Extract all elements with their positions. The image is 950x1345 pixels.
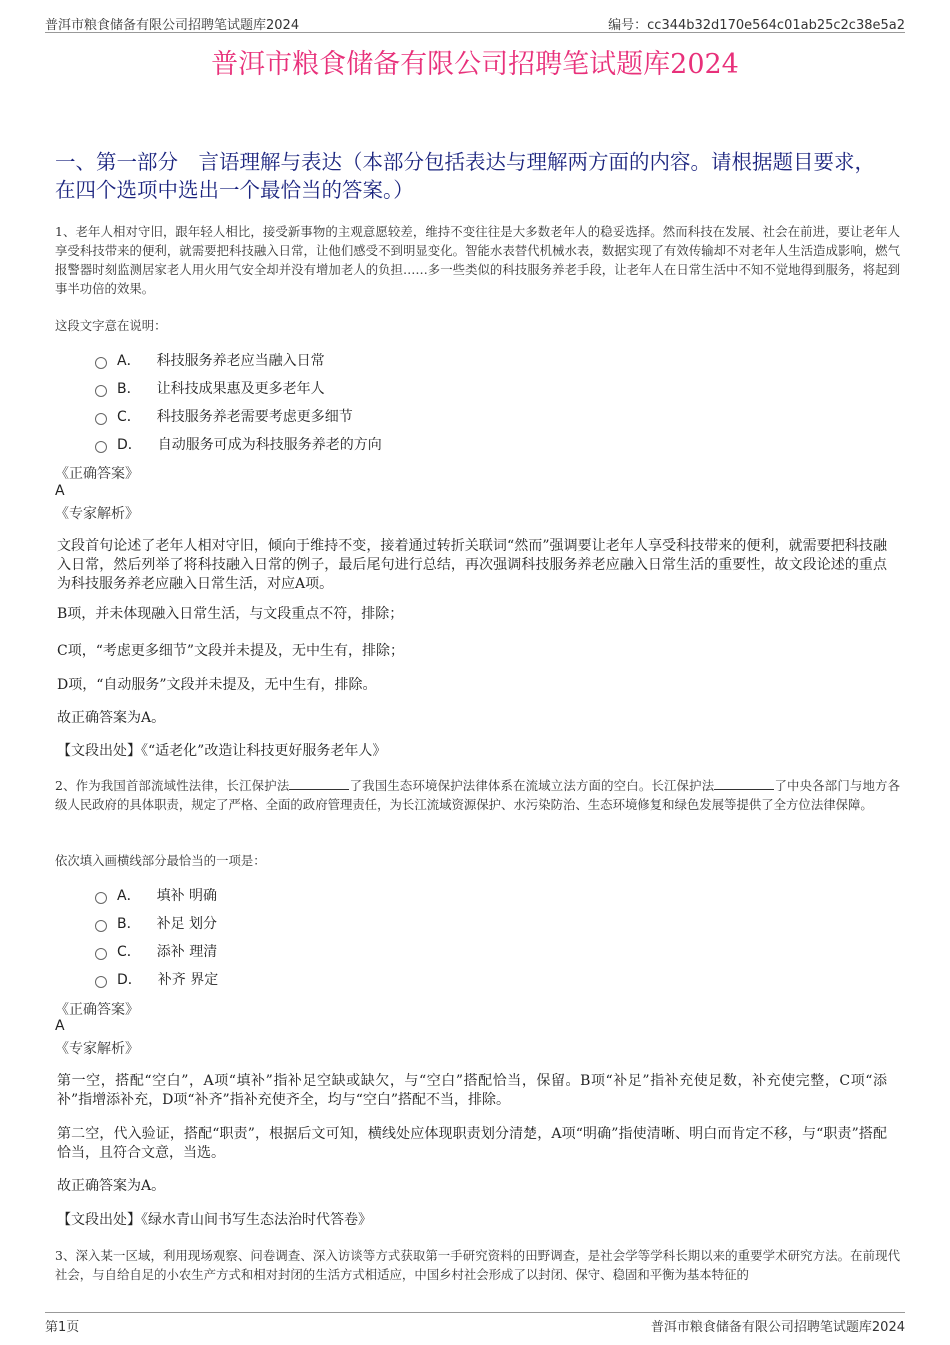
analysis-paragraph: 文段首句论述了老年人相对守旧，倾向于维持不变，接着通过转折关联词“然而”强调要让老年人享受科技带来的便利，就需要把科技融入日常，然后列举了将科技融入日常的例子，最后尾句进行总结，再次强调科技服务养老应融入日常生活的重要性，故文段论述的重点为科技服务养老应融入日常生活，对应A项。 [57,538,887,592]
source-citation: 【文段出处】《绿水青山间书写生态法治时代答卷》 [57,1212,372,1228]
source-citation: 【文段出处】《“适老化”改造让科技更好服务老年人》 [57,743,387,759]
option-a[interactable]: A． 科技服务养老应当融入日常 [95,346,595,374]
option-c[interactable]: C． 添补 理清 [95,937,595,965]
radio-icon[interactable] [95,948,107,960]
question-1-prompt: 这段文字意在说明： [55,318,167,333]
question-1-analysis [57,537,887,594]
page-number: 第1页 [45,1320,80,1335]
expert-analysis-label: 《专家解析》 [55,506,139,522]
correct-answer-label: 《正确答案》 [55,1002,139,1018]
radio-icon[interactable] [95,441,107,453]
option-b[interactable]: B． 补足 划分 [95,909,595,937]
footer-doc-name: 普洱市粮食储备有限公司招聘笔试题库2024 [650,1320,905,1335]
question-3-text: 3、深入某一区域，利用现场观察、问卷调查、深入访谈等方式获取第一手研究资料的田野调查，是社会学等学科长期以来的重要学术研究方法。在前现代社会，与自给自足的小农生产方式和相对封闭的生活方式相适应，中国乡村社会形成了以封闭、保守、稳固和平衡为基本特征的 [55,1248,900,1282]
analysis-paragraph: B项，并未体现融入日常生活，与文段重点不符，排除； [57,606,404,622]
analysis-paragraph: D项，“自动服务”文段并未提及，无中生有，排除。 [57,677,377,693]
option-d[interactable]: D． 自动服务可成为科技服务养老的方向 [95,430,595,458]
correct-answer-value: A [55,483,65,499]
expert-analysis-label: 《专家解析》 [55,1041,139,1057]
page-title: 普洱市粮食储备有限公司招聘笔试题库2024 [211,49,739,80]
question-1-options [95,346,595,458]
question-2-options [95,881,595,993]
radio-icon[interactable] [95,976,107,988]
radio-icon[interactable] [95,920,107,932]
analysis-paragraph: C项，“考虑更多细节”文段并未提及，无中生有，排除； [57,643,405,659]
fill-blank [289,777,349,790]
question-2-text: 2、作为我国首部流域性法律，长江保护法 了我国生态环境保护法律体系在流域立法方面的空白。长江保护法 了中央各部门与地方各级人民政府的具体职责，规定了严格、全面的政府管理责任，为长江流域资源保护、水污染防治、生态环境修复和绿色发展等提供了全方位法律保障。 [55,778,901,812]
page-footer [45,1312,905,1335]
correct-answer-label: 《正确答案》 [55,466,139,482]
page-header [45,12,905,33]
section-heading: 一、第一部分 言语理解与表达（本部分包括表达与理解两方面的内容。请根据题目要求，在四个选项中选出一个最恰当的答案。） [55,150,875,202]
option-c[interactable]: C． 科技服务养老需要考虑更多细节 [95,402,595,430]
question-1 [55,222,900,298]
analysis-paragraph: 第二空，代入验证，搭配“职责”，根据后文可知，横线处应体现职责划分清楚，A项“明确”指使清晰、明白而肯定不移，与“职责”搭配恰当，且符合文意，当选。 [57,1126,887,1161]
analysis-paragraph: 第一空，搭配“空白”，A项“填补”指补足空缺或缺欠，与“空白”搭配恰当，保留。B项“补足”指补充使足数，补充使完整，C项“添补”指增添补充，D项“补齐”指补充使齐全，均与“空白”搭配不当，排除。 [57,1073,887,1108]
analysis-paragraph: 故正确答案为A。 [57,1178,166,1194]
header-doc-id: 编号：cc344b32d170e564c01ab25c2c38e5a2 [608,18,905,33]
question-2 [55,776,900,814]
option-d[interactable]: D． 补齐 界定 [95,965,595,993]
question-2-prompt: 依次填入画横线部分最恰当的一项是： [55,853,266,868]
analysis-paragraph: 故正确答案为A。 [57,710,166,726]
correct-answer-value: A [55,1018,65,1034]
header-doc-name: 普洱市粮食储备有限公司招聘笔试题库2024 [45,18,300,33]
option-b[interactable]: B． 让科技成果惠及更多老年人 [95,374,595,402]
question-2-analysis [57,1125,887,1163]
option-a[interactable]: A． 填补 明确 [95,881,595,909]
radio-icon[interactable] [95,413,107,425]
question-1-text: 1、老年人相对守旧，跟年轻人相比，接受新事物的主观意愿较差，维持不变往往是大多数老年人的稳妥选择。然而科技在发展、社会在前进，要让老年人享受科技带来的便利，就需要把科技融入日常，让他们感受不到明显变化。智能水表替代机械水表，数据实现了有效传输却不对老年人生活造成影响，燃气报警器时刻监测居家老人用火用气安全却并没有增加老人的负担……多一些类似的科技服务养老手段，让老年人在日常生活中不知不觉地得到服务，将起到事半功倍的效果。 [55,224,900,296]
radio-icon[interactable] [95,357,107,369]
radio-icon[interactable] [95,892,107,904]
question-2-analysis [57,1072,887,1110]
radio-icon[interactable] [95,385,107,397]
fill-blank [714,777,774,790]
question-3 [55,1246,900,1284]
